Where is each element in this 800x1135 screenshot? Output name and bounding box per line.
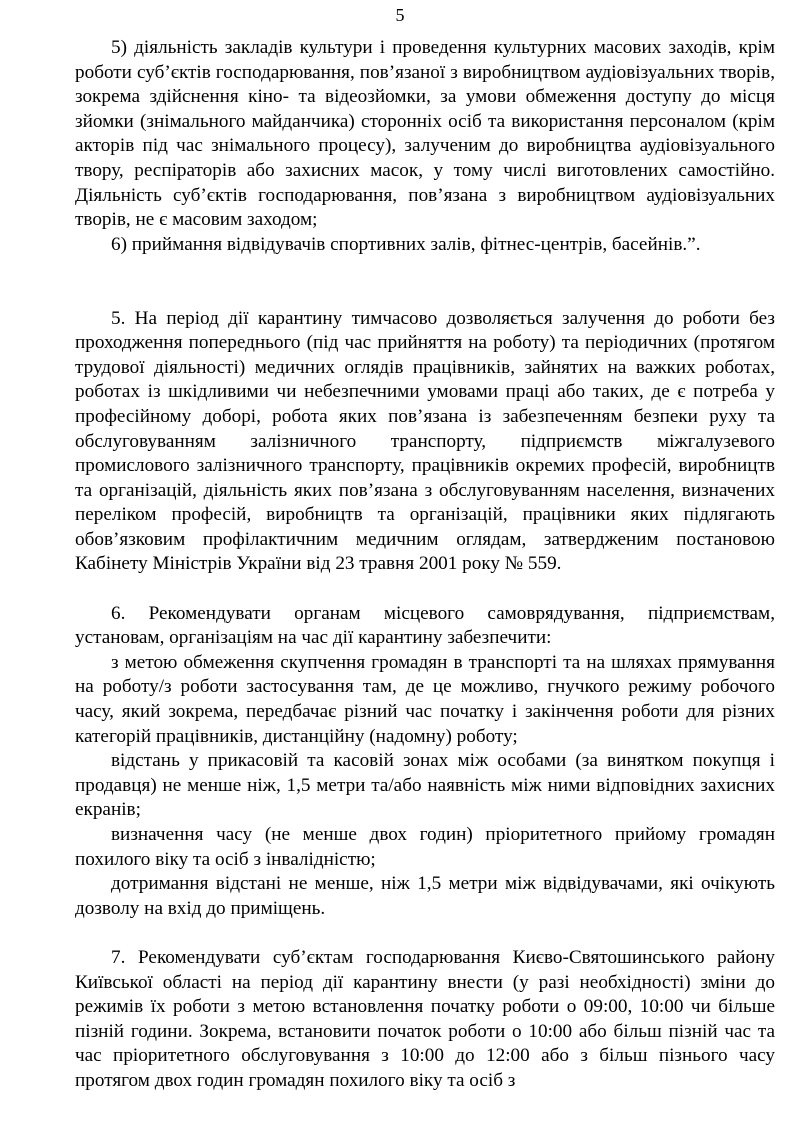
paragraph-6-flexible-schedule: з метою обмеження скупчення громадян в транспорті та на шляхах прямування на роботу/з роботи застосування там, де це можливо, гнучкого режиму робочого часу, який зокрема, передбачає різний час початку і закінчення роботи для різних категорій працівників, дистанційну (надомну) роботу; [75, 651, 775, 747]
paragraph-7-business-hours: 7. Рекомендувати суб’єктам господарювання Києво-Святошинського району Київської області на період дії карантину внести (у разі необхідності) зміни до режимів їх роботи з метою встановлення початку роботи о 09:00, 10:00 чи більше пізній години. Зокрема, встановити початок роботи о 10:00 або більш пізній час та час пріоритетного обслуговування з 10:00 до 12:00 або з більш пізнього часу протягом двох годин громадян похилого віку та осіб з [75, 946, 775, 1091]
paragraph-item-6-sport: 6) приймання відвідувачів спортивних залів, фітнес-центрів, басейнів.”. [111, 233, 701, 255]
paragraph-6-priority-hours: визначення часу (не менше двох годин) пріоритетного прийому громадян похилого віку та осіб з інвалідністю; [75, 824, 775, 870]
paragraph-gap [75, 921, 775, 946]
paragraph-6-entry-distance: дотримання відстані не менше, ніж 1,5 метри між відвідувачами, які очікують дозволу на вхід до приміщень. [75, 873, 775, 919]
paragraph-gap [75, 282, 775, 307]
document-body [75, 36, 775, 1094]
paragraph-5-medical-exams: 5. На період дії карантину тимчасово дозволяється залучення до роботи без проходження попереднього (під час прийняття на роботу) та періодичних (протягом трудової діяльності) медичних оглядів працівників, зайнятих на важких роботах, роботах із шкідливими чи небезпечними умовами праці або таких, де є потреба у професійному доборі, робота яких пов’язана із забезпеченням безпеки руху та обслуговуванням залізничного транспорту, підприємств міжгалузевого промислового залізничного транспорту, працівників окремих професій, виробництв та організацій, діяльність яких пов’язана з обслуговуванням населення, визначених переліком професій, виробництв та організацій, працівники яких підлягають обов’язковим профілактичним медичним оглядам, затвердженим постановою Кабінету Міністрів України від 23 травня 2001 року № 559. [75, 307, 775, 575]
paragraph-6-checkout-distance: відстань у прикасовій та касовій зонах між особами (за винятком покупця і продавця) не менше ніж, 1,5 метри та/або наявність між ними відповідних захисних екранів; [75, 750, 775, 821]
paragraph-gap [75, 577, 775, 602]
paragraph-6-recommendations: 6. Рекомендувати органам місцевого самоврядування, підприємствам, установам, організаціям на час дії карантину забезпечити: [75, 602, 775, 649]
page-number: 5 [395, 5, 405, 25]
paragraph-item-5-culture: 5) діяльність закладів культури і проведення культурних масових заходів, крім роботи суб’єктів господарювання, пов’язаної з виробництвом аудіовізуальних творів, зокрема здійснення кіно- та відеозйомки, за умови обмеження доступу до місця зйомки (знімального майданчика) сторонніх осіб та використання персоналом (крім акторів під час знімального процесу), залученим до виробництва аудіовізуального твору, респіраторів або захисних масок, у тому числі виготовлених самостійно. Діяльність суб’єктів господарювання, пов’язана з виробництвом аудіовізуальних творів, не є масовим заходом; [75, 37, 775, 231]
paragraph-gap [75, 257, 775, 282]
